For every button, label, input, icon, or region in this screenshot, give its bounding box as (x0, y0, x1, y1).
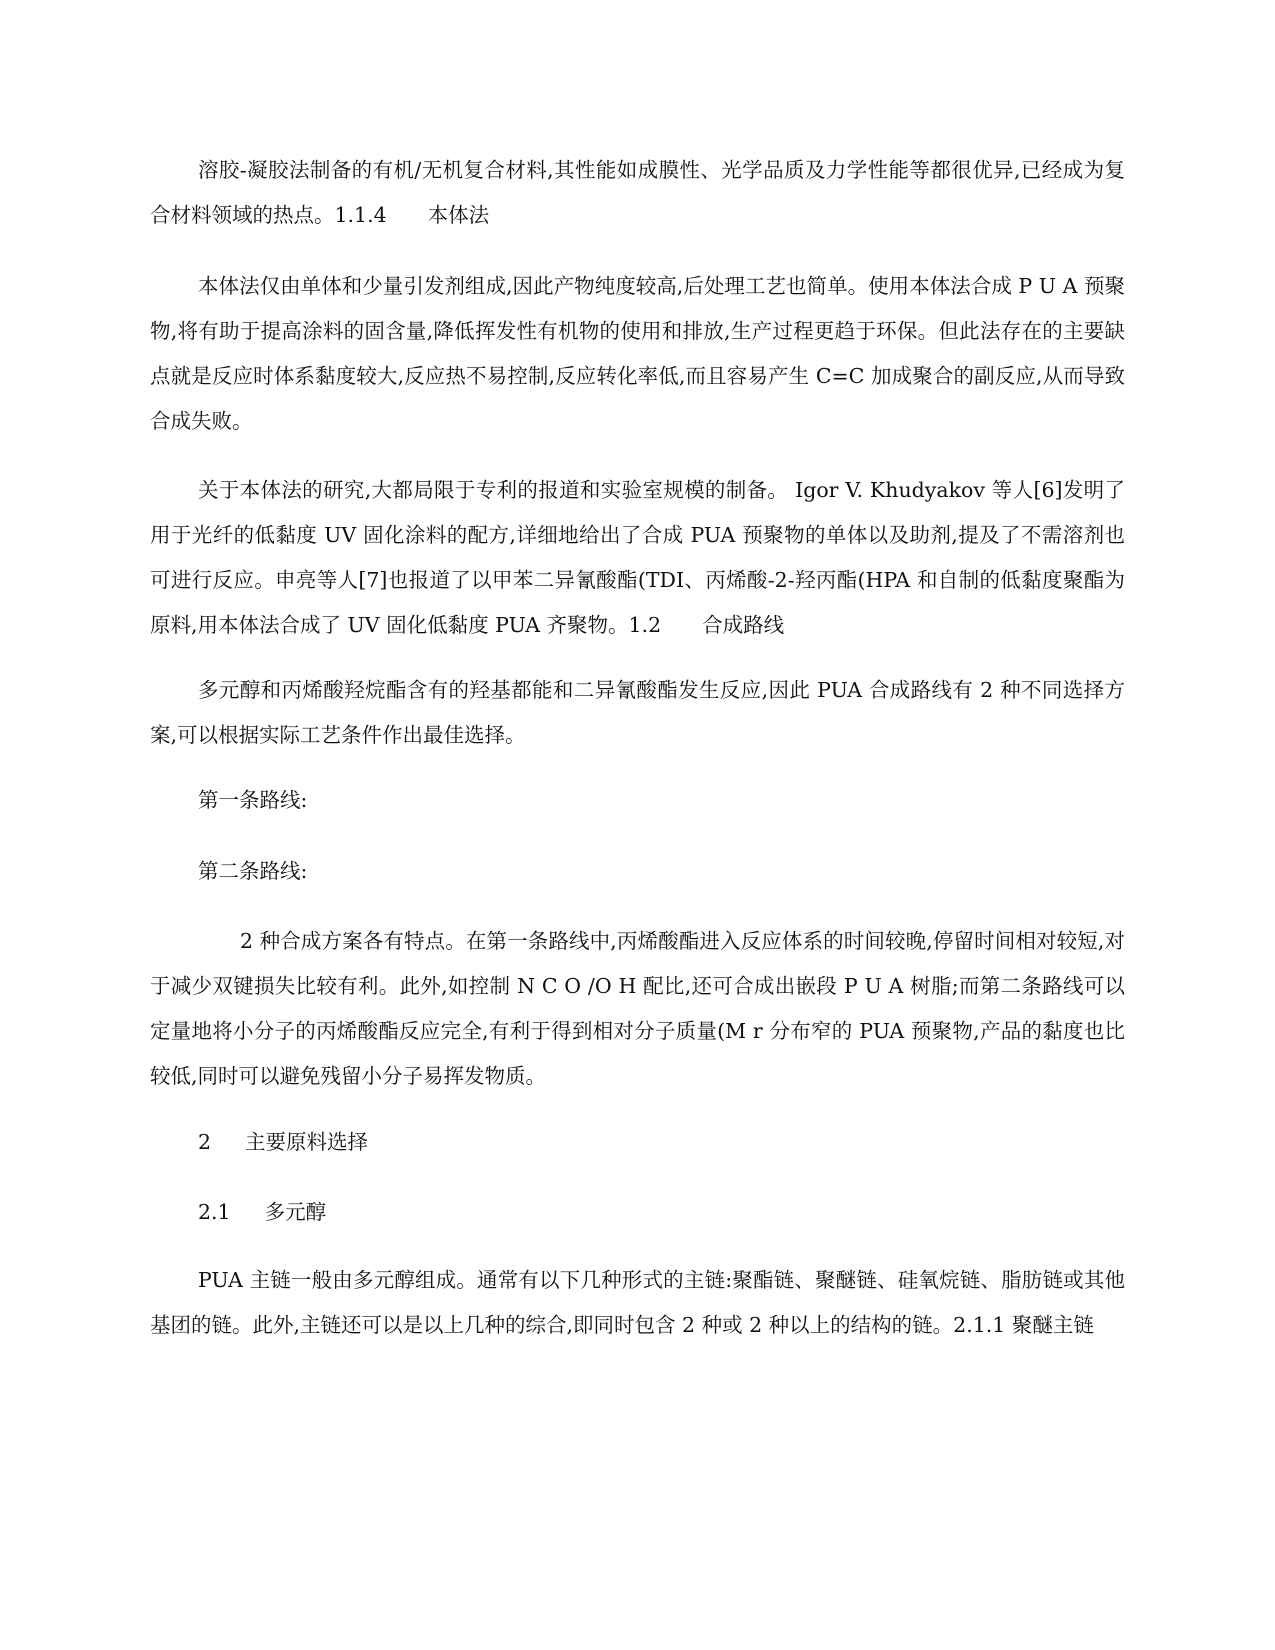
section-number: 2.1 (198, 1200, 231, 1224)
section-heading-2-1 (198, 1190, 326, 1235)
paragraph-bulk-method: 本体法仅由单体和少量引发剂组成,因此产物纯度较高,后处理工艺也简单。使用本体法合成 P U A 预聚物,将有助于提高涂料的固含量,降低挥发性有机物的使用和排放,生产过程更趋于环保。但此法存在的主要缺点就是反应时体系黏度较大,反应热不易控制,反应转化率低,而且容易产生 C=C 加成聚合的副反应,从而导致合成失败。 (150, 274, 1125, 433)
section-title: 主要原料选择 (245, 1130, 369, 1154)
route-two-label: 第二条路线: (198, 859, 308, 883)
route-one-label: 第一条路线: (198, 788, 308, 812)
section-number: 2 (198, 1130, 212, 1154)
paragraph-sol-gel: 溶胶-凝胶法制备的有机/无机复合材料,其性能如成膜性、光学品质及力学性能等都很优异,已经成为复合材料领域的热点。1.1.4 本体法 (150, 158, 1125, 227)
paragraph-polyol-main-chain: PUA 主链一般由多元醇组成。通常有以下几种形式的主链:聚酯链、聚醚链、硅氧烷链、脂肪链或其他基团的链。此外,主链还可以是以上几种的综合,即同时包含 2 种或 2 种以上的结构的链。2.1.1 聚醚主链 (150, 1268, 1125, 1337)
paragraph-synthesis-route: 多元醇和丙烯酸羟烷酯含有的羟基都能和二异氰酸酯发生反应,因此 PUA 合成路线有 2 种不同选择方案,可以根据实际工艺条件作出最佳选择。 (150, 678, 1125, 747)
section-heading-2 (198, 1120, 368, 1165)
paragraph-route-comparison: 2 种合成方案各有特点。在第一条路线中,丙烯酸酯进入反应体系的时间较晚,停留时间相对较短,对于减少双键损失比较有利。此外,如控制 N C O /O H 配比,还可合成出嵌段 P U A 树脂;而第二条路线可以定量地将小分子的丙烯酸酯反应完全,有利于得到相对分子质量(M r 分布窄的 PUA 预聚物,产品的黏度也比较低,同时可以避免残留小分子易挥发物质。 (150, 929, 1125, 1088)
paragraph-bulk-research: 关于本体法的研究,大都局限于专利的报道和实验室规模的制备。 Igor V. Khudyakov 等人[6]发明了用于光纤的低黏度 UV 固化涂料的配方,详细地给出了合成 PUA 预聚物的单体以及助剂,提及了不需溶剂也可进行反应。申亮等人[7]也报道了以甲苯二异氰酸酯(TDI、丙烯酸-2-羟丙酯(HPA 和自制的低黏度聚酯为原料,用本体法合成了 UV 固化低黏度 PUA 齐聚物。1.2 合成路线 (150, 478, 1125, 637)
section-title: 多元醇 (264, 1200, 327, 1224)
